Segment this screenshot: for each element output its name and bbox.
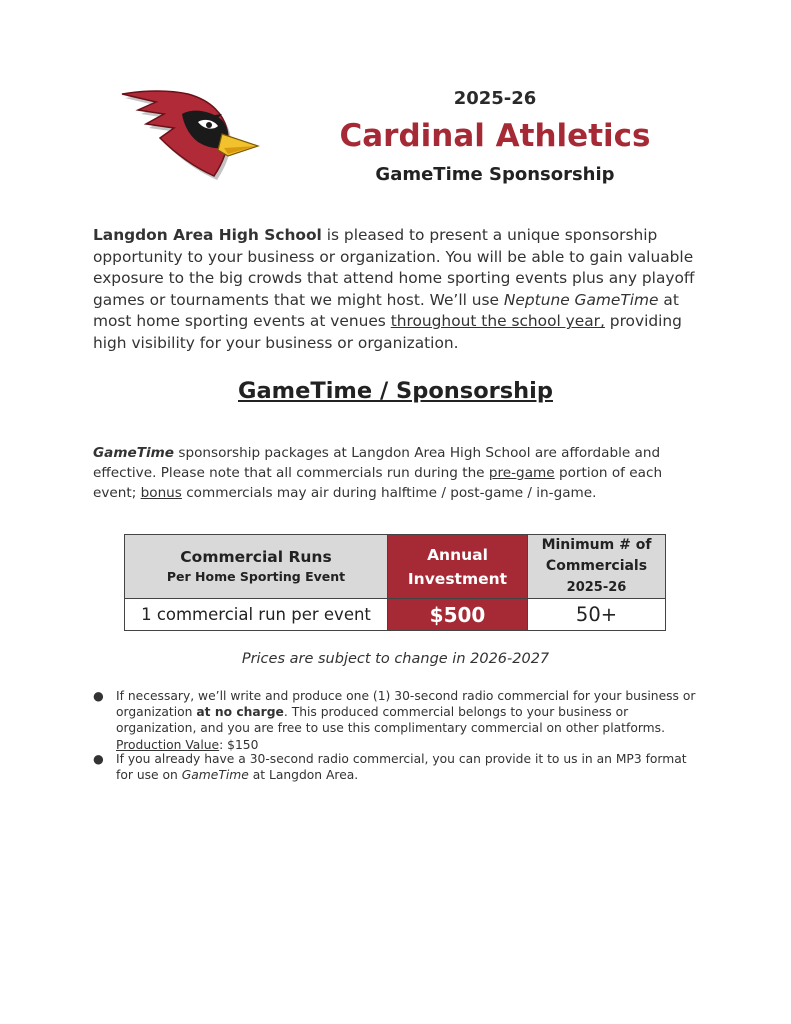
packages-paragraph: GameTime sponsorship packages at Langdon Area High School are affordable and effective. Please note that all commercials run during the pre-game portion of each event; bonus commercials may air during halftime / post-game / in-game. <box>93 445 663 501</box>
school-name: Langdon Area High School <box>93 226 322 244</box>
page-subtitle: GameTime Sponsorship <box>375 164 615 185</box>
table-row <box>125 599 666 631</box>
school-year-emphasis: throughout the school year, <box>390 312 605 331</box>
season-year: 2025-26 <box>453 88 537 109</box>
price-note: Prices are subject to change in 2026-2027 <box>241 651 550 667</box>
bullet-icon: ● <box>93 689 104 703</box>
col-header-minimum-commercials: Minimum # of Commercials 2025-26 <box>528 535 666 599</box>
pricing-table <box>124 534 666 631</box>
bullet-text-production: If necessary, we’ll write and produce one (1) 30-second radio commercial for your business or organization at no charge. This produced commercial belongs to your business or organization, and you are free to use this complimentary commercial on other platforms. Production Value: $150 <box>116 689 696 752</box>
intro-paragraph: Langdon Area High School is pleased to present a unique sponsorship opportunity to your business or organization. You will be able to gain valuable exposure to the big crowds that attend home sporting events plus any playoff games or tournaments that we might host. We’ll use Neptune GameTime at most home sporting events at venues throughout the school year, providing high visibility for your business or organization. <box>93 226 695 352</box>
page-title: Cardinal Athletics <box>339 118 651 154</box>
col-header-annual-investment: Annual Investment <box>388 535 528 599</box>
list-item <box>93 751 705 783</box>
bonus-emphasis: bonus <box>140 484 182 501</box>
section-heading: GameTime / Sponsorship <box>238 378 553 404</box>
bullet-text-mp3: If you already have a 30-second radio commercial, you can provide it to us in an MP3 format for use on GameTime at Langdon Area. <box>116 752 687 783</box>
bullet-icon: ● <box>93 752 104 766</box>
pregame-emphasis: pre-game <box>488 464 555 481</box>
list-item <box>93 688 705 753</box>
col-header-commercial-runs: Commercial Runs Per Home Sporting Event <box>125 535 388 599</box>
cardinal-logo-icon <box>118 84 264 188</box>
product-name: Neptune GameTime <box>503 290 659 309</box>
brand-name: GameTime <box>93 445 175 461</box>
pricing-table-header-row <box>125 535 666 599</box>
cell-price: $500 <box>388 599 528 631</box>
cell-runs: 1 commercial run per event <box>125 599 388 631</box>
cell-minimum: 50+ <box>528 599 666 631</box>
